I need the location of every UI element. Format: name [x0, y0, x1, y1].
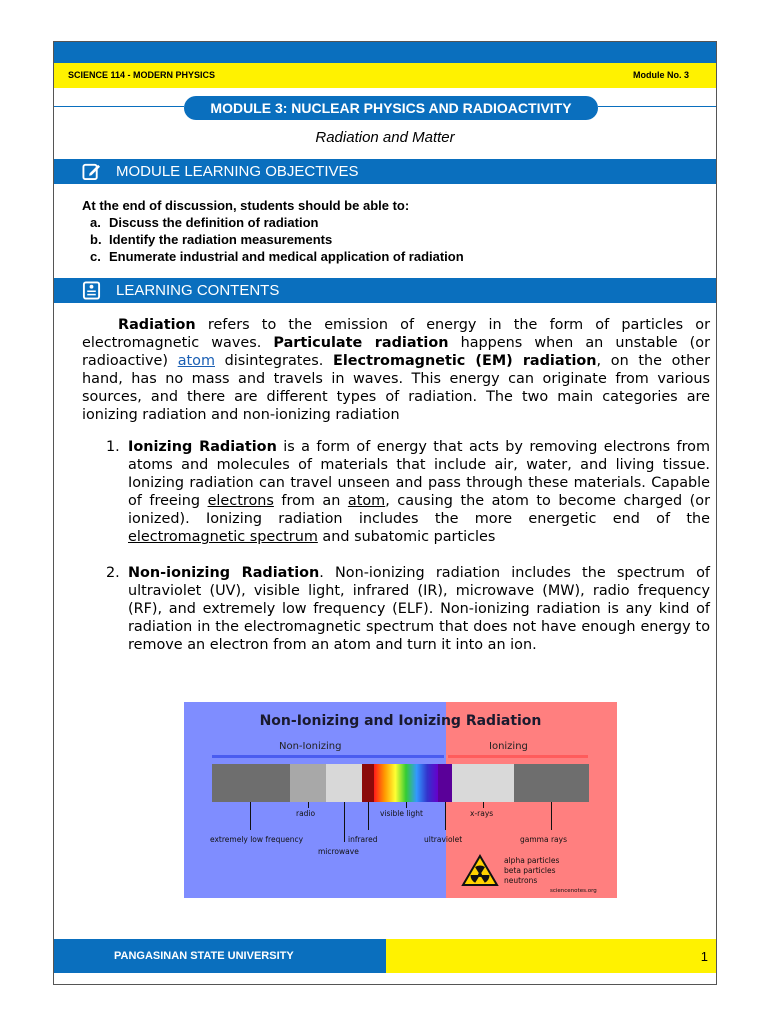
objective-item: b. Identify the radiation measurements	[90, 232, 333, 247]
beta-particles-label: beta particles	[504, 866, 556, 875]
objective-item: a. Discuss the definition of radiation	[90, 215, 319, 230]
non-ionizing-label: Non-Ionizing	[279, 741, 342, 752]
module-subtitle: Radiation and Matter	[315, 129, 455, 146]
visible-light-label: visible light	[380, 809, 423, 818]
microwave-tick	[344, 802, 345, 842]
edit-icon	[82, 162, 101, 181]
contents-section-bar	[54, 278, 716, 303]
ultraviolet-label: ultraviolet	[424, 835, 463, 844]
contents-heading: LEARNING CONTENTS	[116, 282, 280, 299]
spectrum-radio-band	[290, 764, 326, 802]
intro-paragraph: Radiation refers to the emission of energy in the form of particles or electromagnetic waves. Particulate radiation happens when an unstable (or radioactive) atom disintegrates. Electromagnetic (EM) radiation, on the other hand, has no mass and travels in waves. This energy can originate from various sources, and there are different types of radiation. The two main categories are ionizing radiation and non-ionizing radiation	[82, 317, 710, 423]
objectives-intro: At the end of discussion, students should be able to:	[82, 198, 410, 213]
document-page	[53, 41, 717, 985]
learning-content	[82, 316, 710, 672]
spectrum-infrared-band	[362, 764, 374, 802]
radiation-hazard-icon	[461, 854, 499, 887]
top-color-bar	[54, 42, 716, 63]
atom-link[interactable]: atom	[177, 353, 215, 369]
gamma-tick	[551, 802, 552, 830]
elf-label: extremely low frequency	[210, 835, 304, 844]
figure-title: Non-Ionizing and Ionizing Radiation	[259, 713, 542, 729]
spectrum-visible-band	[374, 764, 438, 802]
objectives-heading: MODULE LEARNING OBJECTIVES	[116, 163, 359, 180]
spectrum-xray-band	[452, 764, 514, 802]
xray-tick	[483, 802, 484, 808]
module-title: MODULE 3: NUCLEAR PHYSICS AND RADIOACTIVITY	[184, 96, 598, 120]
gamma-rays-label: gamma rays	[520, 835, 567, 844]
neutrons-label: neutrons	[504, 876, 538, 885]
figure-credit: sciencenotes.org	[550, 888, 597, 894]
objectives-section-bar	[54, 159, 716, 184]
infrared-tick	[368, 802, 369, 830]
radiation-types-list	[82, 438, 710, 654]
elf-tick	[250, 802, 251, 830]
spectrum-ultraviolet-band	[438, 764, 452, 802]
course-title: SCIENCE 114 - MODERN PHYSICS	[68, 70, 216, 80]
radiation-spectrum-figure	[184, 702, 617, 898]
infrared-label: infrared	[348, 835, 378, 844]
ionizing-label: Ionizing	[489, 741, 528, 752]
spectrum-elf-band	[212, 764, 290, 802]
ionizing-radiation-item: 1. Ionizing Radiation is a form of energy that acts by removing electrons from atoms and molecules of materials that include air, water, and living tissue. Ionizing radiation can travel unseen and pass through these materials. Capable of freeing electrons from an atom, causing the atom to become charged (or ionized). Ionizing radiation includes the more energetic end of the electromagnetic spectrum and subatomic particles	[106, 439, 711, 545]
ultraviolet-tick	[445, 802, 446, 830]
title-rule-right	[598, 106, 716, 107]
visible-tick	[406, 802, 407, 808]
radio-label: radio	[296, 809, 316, 818]
xrays-label: x-rays	[470, 809, 494, 818]
objectives-list	[82, 214, 464, 265]
radio-tick	[308, 802, 309, 808]
module-number: Module No. 3	[633, 70, 689, 80]
non-ionizing-rule	[212, 755, 444, 758]
objectives-block	[82, 197, 464, 265]
alpha-particles-label: alpha particles	[504, 856, 560, 865]
footer-university: PANGASINAN STATE UNIVERSITY	[54, 939, 386, 973]
spectrum-microwave-band	[326, 764, 362, 802]
title-rule-left	[54, 106, 184, 107]
ionizing-rule	[448, 755, 588, 758]
header-bar	[54, 63, 716, 88]
microwave-label: microwave	[318, 847, 359, 856]
document-icon	[82, 281, 101, 300]
objective-item: c. Enumerate industrial and medical application of radiation	[90, 249, 464, 264]
non-ionizing-radiation-item: 2. Non-ionizing Radiation. Non-ionizing radiation includes the spectrum of ultraviolet (UV), visible light, infrared (IR), microwave (MW), radio frequency (RF), and extremely low frequency (ELF). Non-ionizing radiation is any kind of radiation in the electromagnetic spectrum that does not have enough energy to remove an electron from an atom and turn it into an ion.	[106, 565, 710, 653]
footer-page-number: 1	[386, 939, 716, 973]
spectrum-gamma-band	[514, 764, 589, 802]
